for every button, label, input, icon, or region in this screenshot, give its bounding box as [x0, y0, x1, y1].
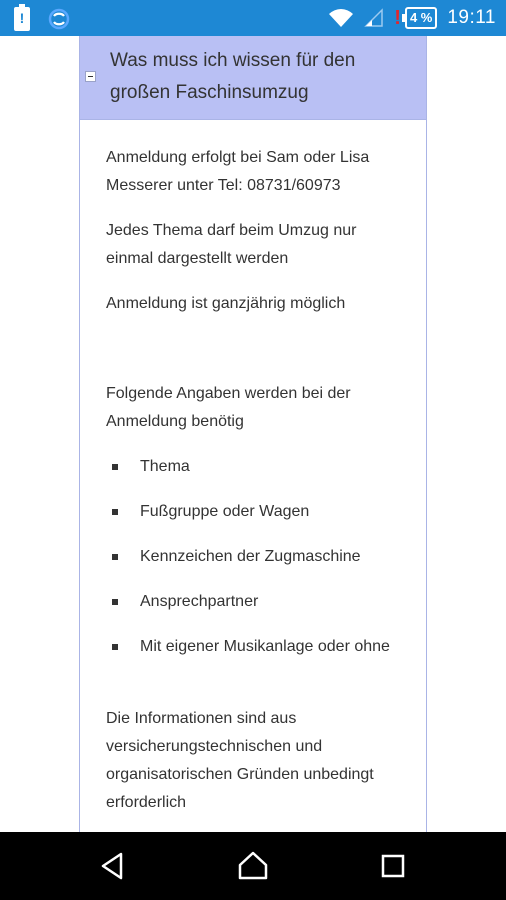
- list-item: [106, 543, 406, 571]
- bullet-icon: [112, 554, 118, 560]
- requirements-list: [106, 453, 406, 661]
- info-card: [79, 36, 427, 832]
- card-title: Was muss ich wissen für den großen Faschinsumzug: [110, 50, 356, 103]
- home-icon[interactable]: [237, 850, 269, 882]
- wifi-icon: [328, 7, 354, 29]
- list-item-label: Fußgruppe oder Wagen: [140, 503, 310, 520]
- bullet-icon: [112, 644, 118, 650]
- list-item-label: Mit eigener Musikanlage oder ohne: [140, 638, 390, 655]
- battery-icon: [405, 7, 437, 29]
- list-item-label: Thema: [140, 458, 190, 475]
- signal-icon: [364, 8, 384, 28]
- sync-icon: [48, 8, 70, 30]
- recents-icon[interactable]: [377, 850, 409, 882]
- paragraph: Anmeldung ist ganzjährig möglich: [106, 295, 346, 312]
- navigation-bar: [0, 832, 506, 900]
- list-item: [106, 453, 406, 481]
- bullet-icon: [112, 464, 118, 470]
- paragraph: Folgende Angaben werden bei der Anmeldung benötig: [106, 385, 351, 430]
- paragraph: Jedes Thema darf beim Umzug nur einmal dargestellt werden: [106, 222, 357, 267]
- back-icon[interactable]: [97, 850, 129, 882]
- list-item: [106, 498, 406, 526]
- alert-icon: !: [394, 6, 401, 29]
- list-item-label: Ansprechpartner: [140, 593, 259, 610]
- list-item-label: Kennzeichen der Zugmaschine: [140, 548, 361, 565]
- battery-warning-icon: [14, 7, 30, 31]
- card-content: [106, 144, 406, 834]
- status-bar: [0, 0, 506, 36]
- bullet-icon: [112, 599, 118, 605]
- bullet-icon: [112, 509, 118, 515]
- collapse-icon[interactable]: [85, 71, 96, 82]
- list-item: [106, 588, 406, 616]
- list-item: [106, 633, 406, 661]
- battery-percent: 4 %: [409, 10, 433, 25]
- paragraph: Die Informationen sind aus versicherungstechnischen und organisatorischen Gründen unbedingt erforderlich: [106, 710, 374, 811]
- paragraph: Anmeldung erfolgt bei Sam oder Lisa Messerer unter Tel: 08731/60973: [106, 149, 370, 194]
- clock: 19:11: [447, 7, 496, 28]
- card-header[interactable]: [80, 36, 426, 120]
